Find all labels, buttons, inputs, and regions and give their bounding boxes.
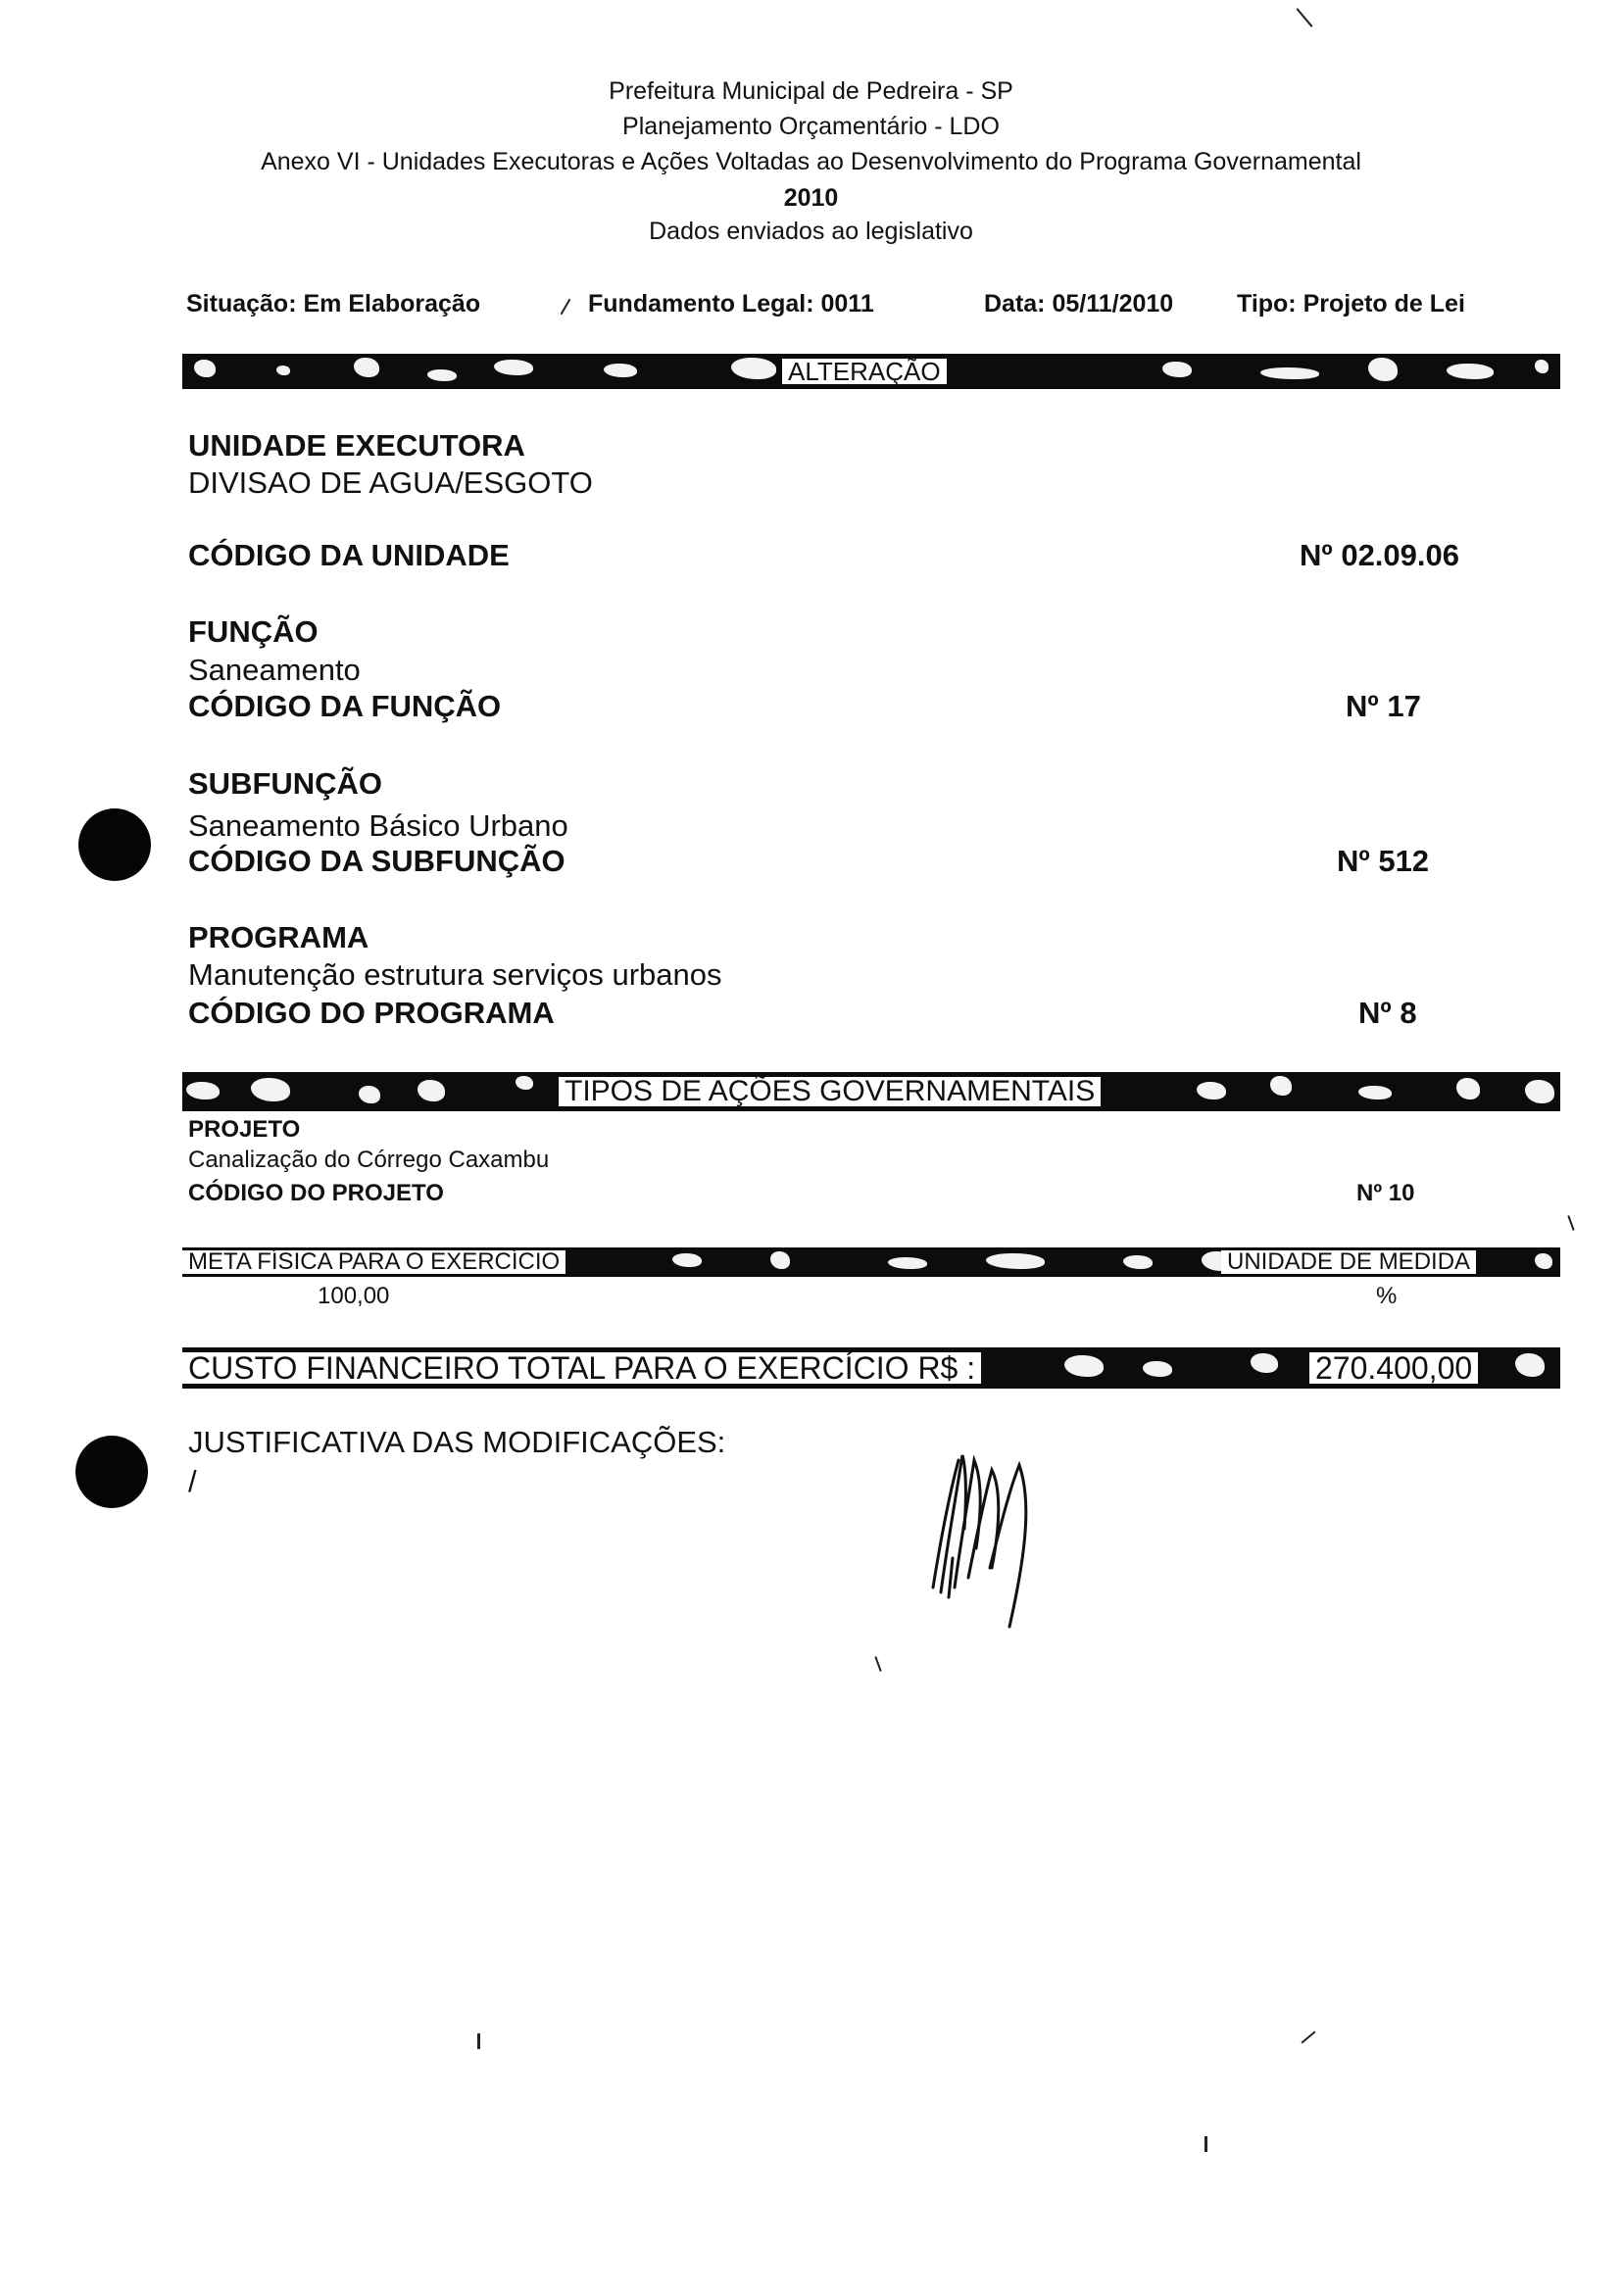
programa-label: PROGRAMA xyxy=(188,920,369,954)
fundamento-legal-field: Fundamento Legal: 0011 xyxy=(588,290,874,318)
tipo-field: Tipo: Projeto de Lei xyxy=(1237,290,1465,318)
subfuncao-label: SUBFUNÇÃO xyxy=(188,766,383,801)
header-annex-title: Anexo VI - Unidades Executoras e Ações Voltadas ao Desenvolvimento do Programa Governamental xyxy=(261,148,1361,175)
meta-fisica-bar xyxy=(182,1247,1560,1277)
header-year: 2010 xyxy=(783,184,839,212)
situacao-field: Situação: Em Elaboração xyxy=(186,290,481,318)
custo-financeiro-label: CUSTO FINANCEIRO TOTAL PARA O EXERCÍCIO R$ : xyxy=(182,1352,981,1384)
codigo-projeto-label: CÓDIGO DO PROJETO xyxy=(188,1180,444,1206)
scan-mark xyxy=(561,299,571,316)
tipos-acoes-bar xyxy=(182,1072,1560,1111)
unidade-executora-value: DIVISAO DE AGUA/ESGOTO xyxy=(188,465,593,500)
scan-mark xyxy=(1567,1215,1574,1231)
unidade-executora-label: UNIDADE EXECUTORA xyxy=(188,428,525,463)
punch-hole xyxy=(75,1436,148,1508)
unidade-medida-value: % xyxy=(1376,1283,1398,1309)
scan-mark xyxy=(1204,2136,1207,2152)
header-planning: Planejamento Orçamentário - LDO xyxy=(622,113,1000,140)
custo-financeiro-value: 270.400,00 xyxy=(1309,1352,1478,1384)
header-municipality: Prefeitura Municipal de Pedreira - SP xyxy=(609,77,1013,105)
handwritten-signature xyxy=(911,1431,1088,1646)
alteracao-bar xyxy=(182,354,1560,389)
codigo-programa-value: Nº 8 xyxy=(1358,996,1417,1030)
custo-financeiro-bar xyxy=(182,1347,1560,1389)
programa-value: Manutenção estrutura serviços urbanos xyxy=(188,957,722,992)
funcao-label: FUNÇÃO xyxy=(188,614,319,649)
meta-fisica-label: META FÍSICA PARA O EXERCÍCIO xyxy=(182,1250,565,1274)
scan-mark xyxy=(1297,8,1313,27)
alteracao-label: ALTERAÇÃO xyxy=(782,359,947,384)
codigo-subfuncao-value: Nº 512 xyxy=(1337,844,1430,878)
justificativa-label: JUSTIFICATIVA DAS MODIFICAÇÕES: xyxy=(188,1425,726,1459)
projeto-label: PROJETO xyxy=(188,1116,301,1143)
justificativa-value: / xyxy=(188,1464,197,1498)
unidade-medida-label: UNIDADE DE MEDIDA xyxy=(1221,1250,1476,1274)
data-field: Data: 05/11/2010 xyxy=(984,290,1174,318)
scan-mark xyxy=(874,1656,881,1672)
codigo-funcao-label: CÓDIGO DA FUNÇÃO xyxy=(188,689,502,723)
meta-fisica-value: 100,00 xyxy=(318,1283,390,1309)
funcao-value: Saneamento xyxy=(188,653,361,687)
punch-hole xyxy=(78,808,151,881)
codigo-funcao-value: Nº 17 xyxy=(1346,689,1421,723)
codigo-subfuncao-label: CÓDIGO DA SUBFUNÇÃO xyxy=(188,844,565,878)
scan-mark xyxy=(477,2033,480,2049)
codigo-unidade-label: CÓDIGO DA UNIDADE xyxy=(188,538,510,572)
header-status-note: Dados enviados ao legislativo xyxy=(649,218,973,245)
tipos-acoes-label: TIPOS DE AÇÕES GOVERNAMENTAIS xyxy=(559,1077,1101,1106)
projeto-value: Canalização do Córrego Caxambu xyxy=(188,1147,550,1173)
codigo-programa-label: CÓDIGO DO PROGRAMA xyxy=(188,996,555,1030)
subfuncao-value: Saneamento Básico Urbano xyxy=(188,808,568,843)
codigo-unidade-value: Nº 02.09.06 xyxy=(1300,538,1459,572)
scan-mark xyxy=(1301,2030,1315,2043)
codigo-projeto-value: Nº 10 xyxy=(1356,1180,1415,1206)
